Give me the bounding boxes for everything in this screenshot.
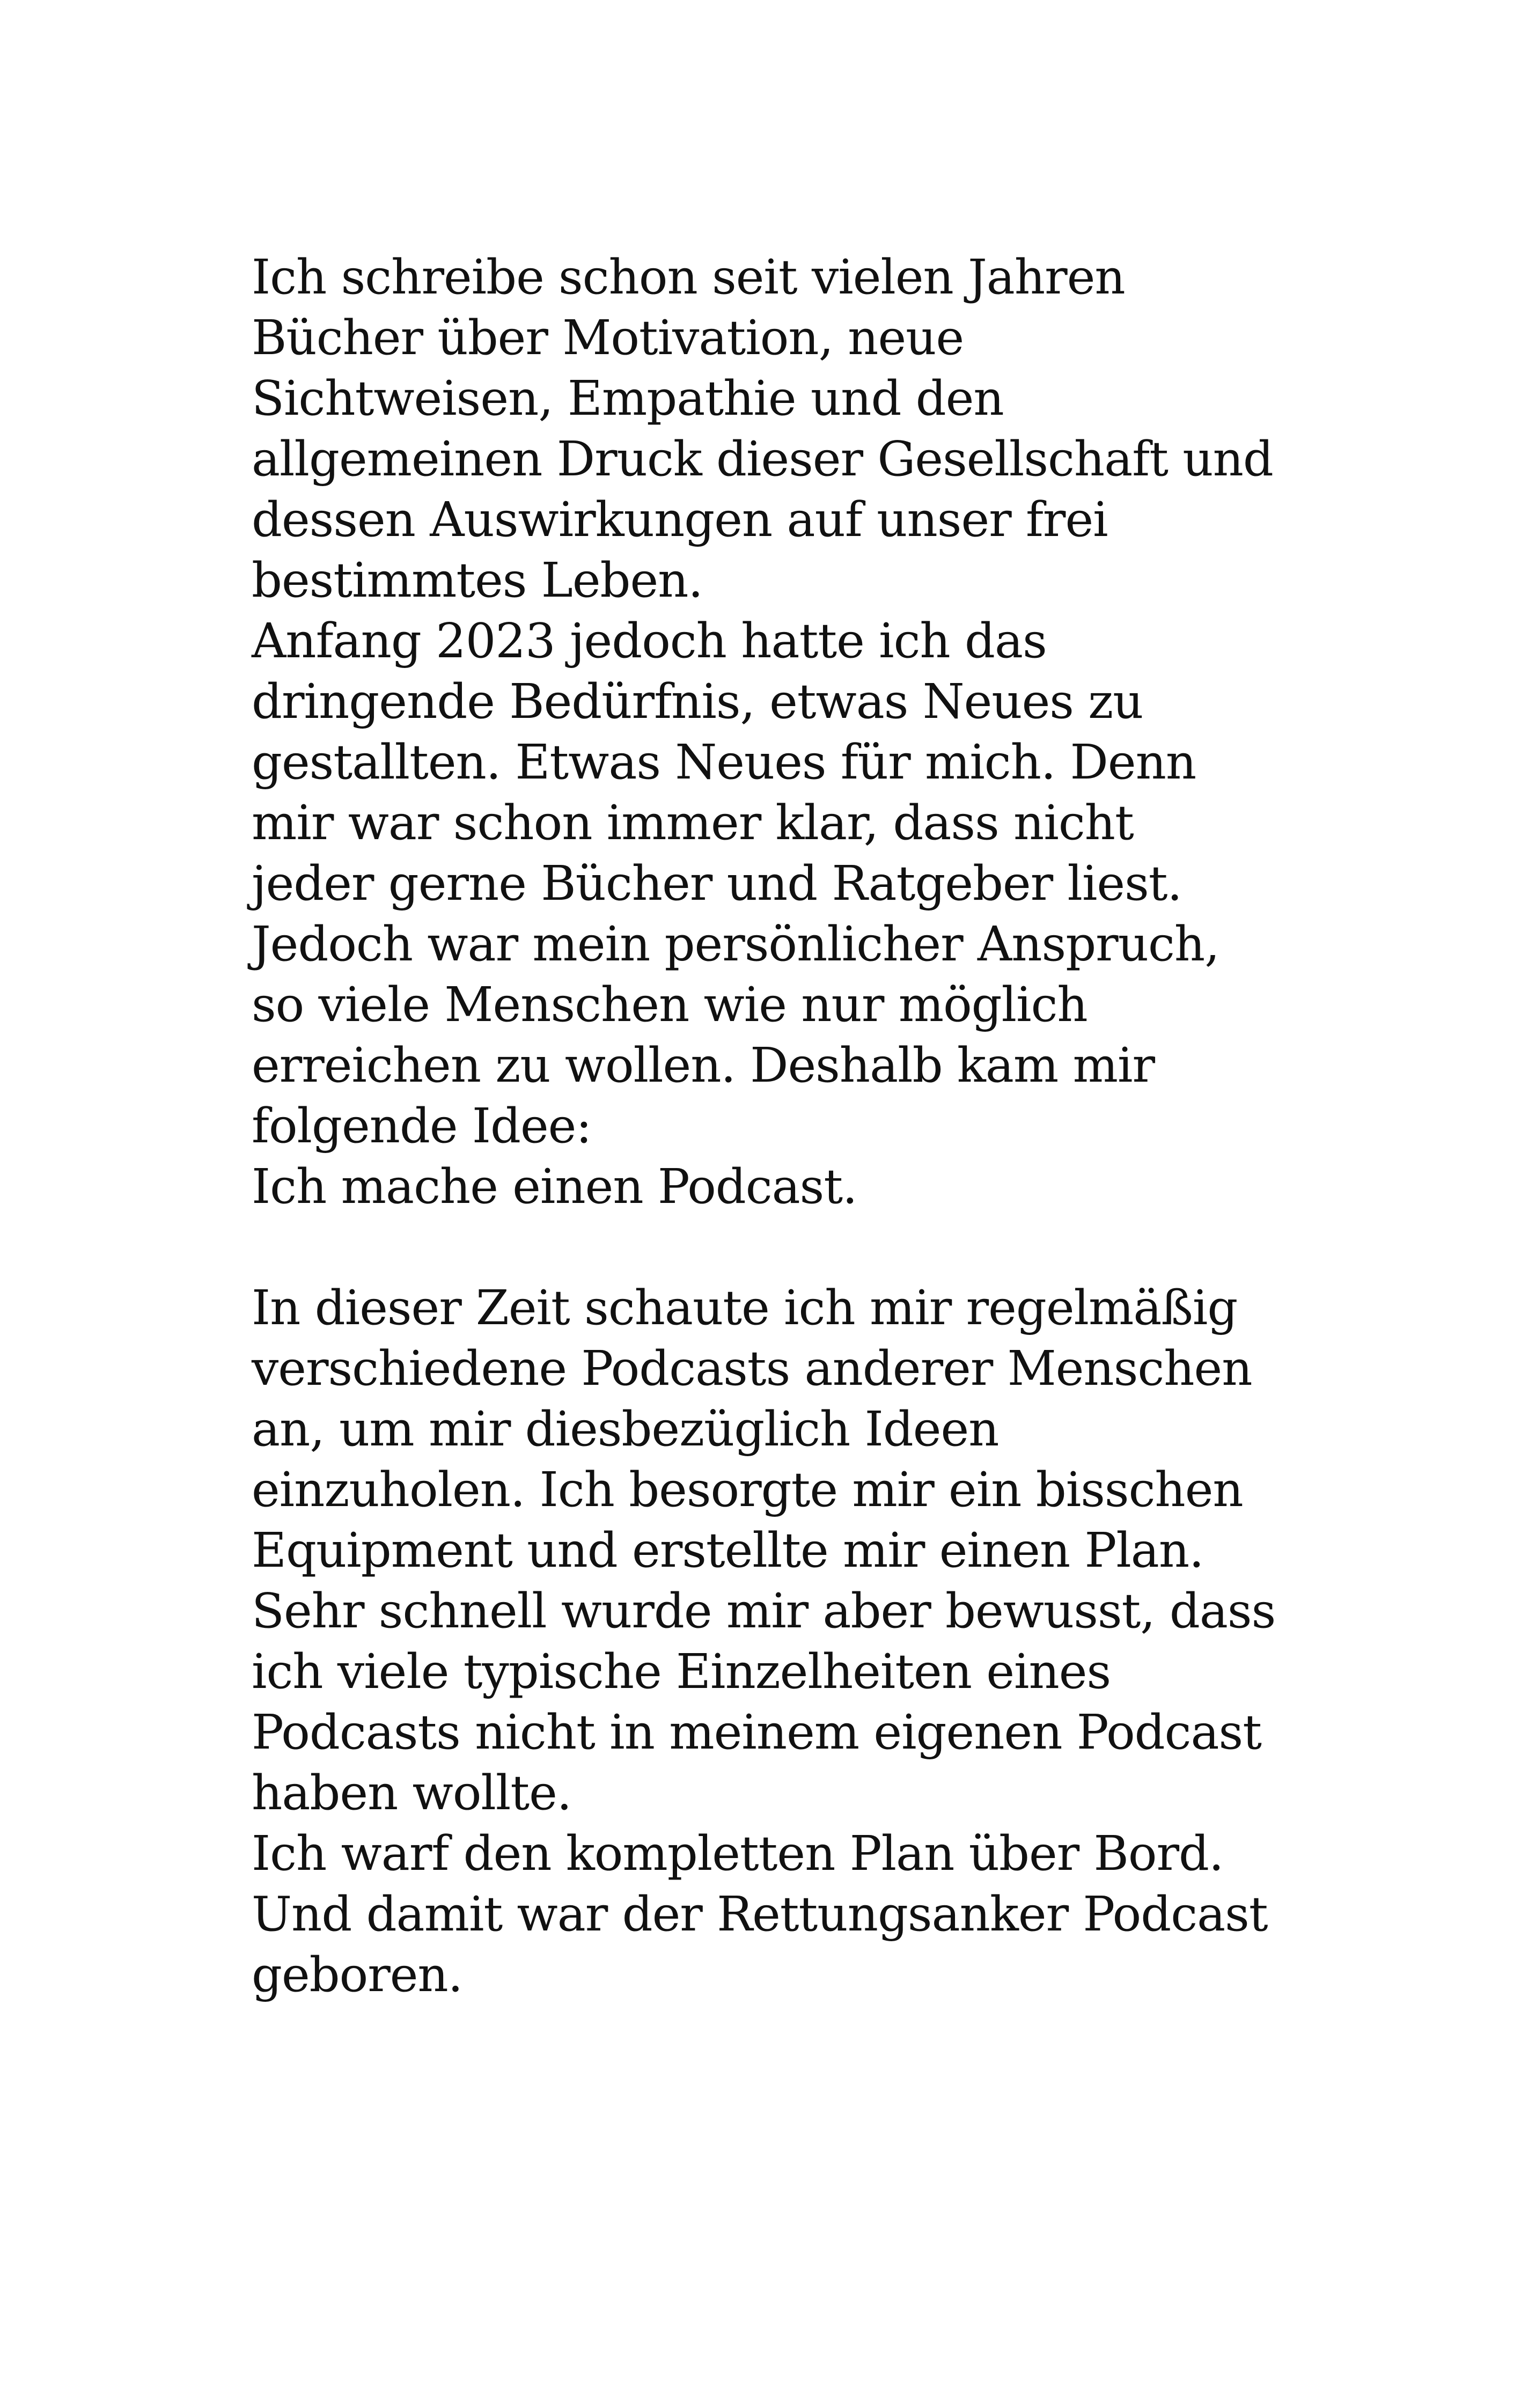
- text-line: Ich schreibe schon seit vielen Jahren: [252, 249, 1125, 305]
- text-line: bestimmtes Leben.: [252, 552, 703, 608]
- text-line: Jedoch war mein persönlicher Anspruch,: [252, 916, 1219, 972]
- text-line: Anfang 2023 jedoch hatte ich das: [252, 613, 1047, 669]
- text-line: so viele Menschen wie nur möglich: [252, 977, 1088, 1032]
- text-line: ich viele typische Einzelheiten eines: [252, 1643, 1111, 1699]
- text-line: haben wollte.: [252, 1765, 572, 1820]
- paragraph-break: [252, 1217, 1325, 1278]
- body-text: [252, 247, 1325, 2005]
- text-line: Bücher über Motivation, neue: [252, 310, 964, 365]
- text-line: Ich warf den kompletten Plan über Bord.: [252, 1825, 1224, 1881]
- text-line: erreichen zu wollen. Deshalb kam mir: [252, 1037, 1155, 1093]
- text-line: Podcasts nicht in meinem eigenen Podcast: [252, 1704, 1261, 1760]
- text-line: einzuholen. Ich besorgte mir ein bisschen: [252, 1462, 1243, 1517]
- text-line: Und damit war der Rettungsanker Podcast: [252, 1886, 1268, 1942]
- text-line: geboren.: [252, 1947, 463, 2002]
- text-line: dessen Auswirkungen auf unser frei: [252, 491, 1108, 547]
- text-line: dringende Bedürfnis, etwas Neues zu: [252, 673, 1143, 729]
- text-line: folgende Idee:: [252, 1098, 592, 1154]
- text-line: gestallten. Etwas Neues für mich. Denn: [252, 734, 1196, 790]
- text-line: verschiedene Podcasts anderer Menschen: [252, 1340, 1252, 1396]
- text-line: In dieser Zeit schaute ich mir regelmäßig: [252, 1280, 1238, 1335]
- text-line: Sichtweisen, Empathie und den: [252, 370, 1004, 426]
- text-line: Ich mache einen Podcast.: [252, 1158, 857, 1214]
- text-line: Sehr schnell wurde mir aber bewusst, dass: [252, 1583, 1276, 1639]
- text-line: an, um mir diesbezüglich Ideen: [252, 1401, 999, 1457]
- text-line: allgemeinen Druck dieser Gesellschaft und: [252, 431, 1273, 487]
- text-line: mir war schon immer klar, dass nicht: [252, 795, 1134, 850]
- text-line: Equipment und erstellte mir einen Plan.: [252, 1522, 1204, 1578]
- text-line: jeder gerne Bücher und Ratgeber liest.: [252, 855, 1182, 911]
